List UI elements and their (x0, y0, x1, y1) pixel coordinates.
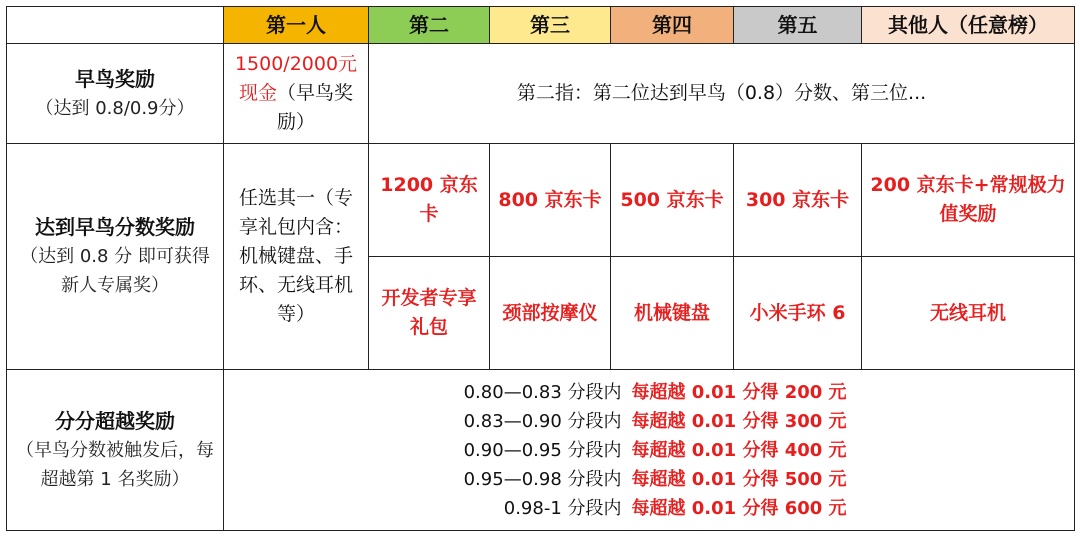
header-corner (7, 7, 224, 44)
card-fourth: 500 京东卡 (611, 144, 734, 257)
early-bird-subtitle: （达到 0.8/0.9分） (35, 97, 195, 119)
card-second: 1200 京东卡 (369, 144, 490, 257)
surpass-row (7, 370, 1075, 531)
segment-range: 0.90—0.95 分段内 (463, 439, 622, 461)
card-fifth: 300 京东卡 (734, 144, 862, 257)
segment-reward: 每超越 0.01 分得 500 元 (631, 468, 847, 490)
gift-second: 开发者专享礼包 (369, 257, 490, 370)
header-others: 其他人（任意榜） (862, 7, 1075, 44)
reach-score-first-option: 任选其一（专享礼包内含：机械键盘、手环、无线耳机等） (224, 144, 369, 370)
early-bird-row (7, 44, 1075, 144)
reach-score-label (7, 144, 224, 370)
segment-reward: 每超越 0.01 分得 200 元 (631, 381, 847, 403)
early-bird-first-cell (224, 44, 369, 144)
surpass-subtitle: （早鸟分数被触发后，每超越第 1 名奖励） (16, 439, 214, 490)
header-second: 第二 (369, 7, 490, 44)
segment-line (232, 407, 1066, 436)
gift-fifth: 小米手环 6 (734, 257, 862, 370)
gift-fourth: 机械键盘 (611, 257, 734, 370)
header-row (7, 7, 1075, 44)
segment-range: 0.95—0.98 分段内 (463, 468, 622, 490)
segment-reward: 每超越 0.01 分得 600 元 (631, 497, 847, 519)
segment-line (232, 378, 1066, 407)
reach-score-card-row (7, 144, 1075, 257)
header-fourth: 第四 (611, 7, 734, 44)
segment-range: 0.80—0.83 分段内 (463, 381, 622, 403)
header-fifth: 第五 (734, 7, 862, 44)
early-bird-note: （早鸟奖励） (276, 82, 354, 133)
card-third: 800 京东卡 (490, 144, 611, 257)
segment-line (232, 465, 1066, 494)
surpass-segments (224, 370, 1075, 531)
gift-third: 颈部按摩仪 (490, 257, 611, 370)
card-others: 200 京东卡+常规极力值奖励 (862, 144, 1075, 257)
header-third: 第三 (490, 7, 611, 44)
reward-table (6, 6, 1075, 531)
segment-range: 0.98-1 分段内 (503, 497, 622, 519)
surpass-label (7, 370, 224, 531)
early-bird-label (7, 44, 224, 144)
reach-score-subtitle: （达到 0.8 分 即可获得新人专属奖） (20, 246, 210, 296)
segment-reward: 每超越 0.01 分得 400 元 (631, 439, 847, 461)
reach-score-title: 达到早鸟分数奖励 (35, 215, 195, 239)
early-bird-merged-note: 第二指：第二位达到早鸟（0.8）分数、第三位... (369, 44, 1075, 144)
early-bird-cash: 1500/2000元现金 (234, 53, 358, 104)
gift-others: 无线耳机 (862, 257, 1075, 370)
surpass-title: 分分超越奖励 (55, 408, 175, 433)
segment-reward: 每超越 0.01 分得 300 元 (631, 410, 847, 432)
segment-range: 0.83—0.90 分段内 (463, 410, 622, 432)
early-bird-title: 早鸟奖励 (75, 66, 155, 91)
segment-line (232, 494, 1066, 523)
segment-line (232, 436, 1066, 465)
header-first: 第一人 (224, 7, 369, 44)
